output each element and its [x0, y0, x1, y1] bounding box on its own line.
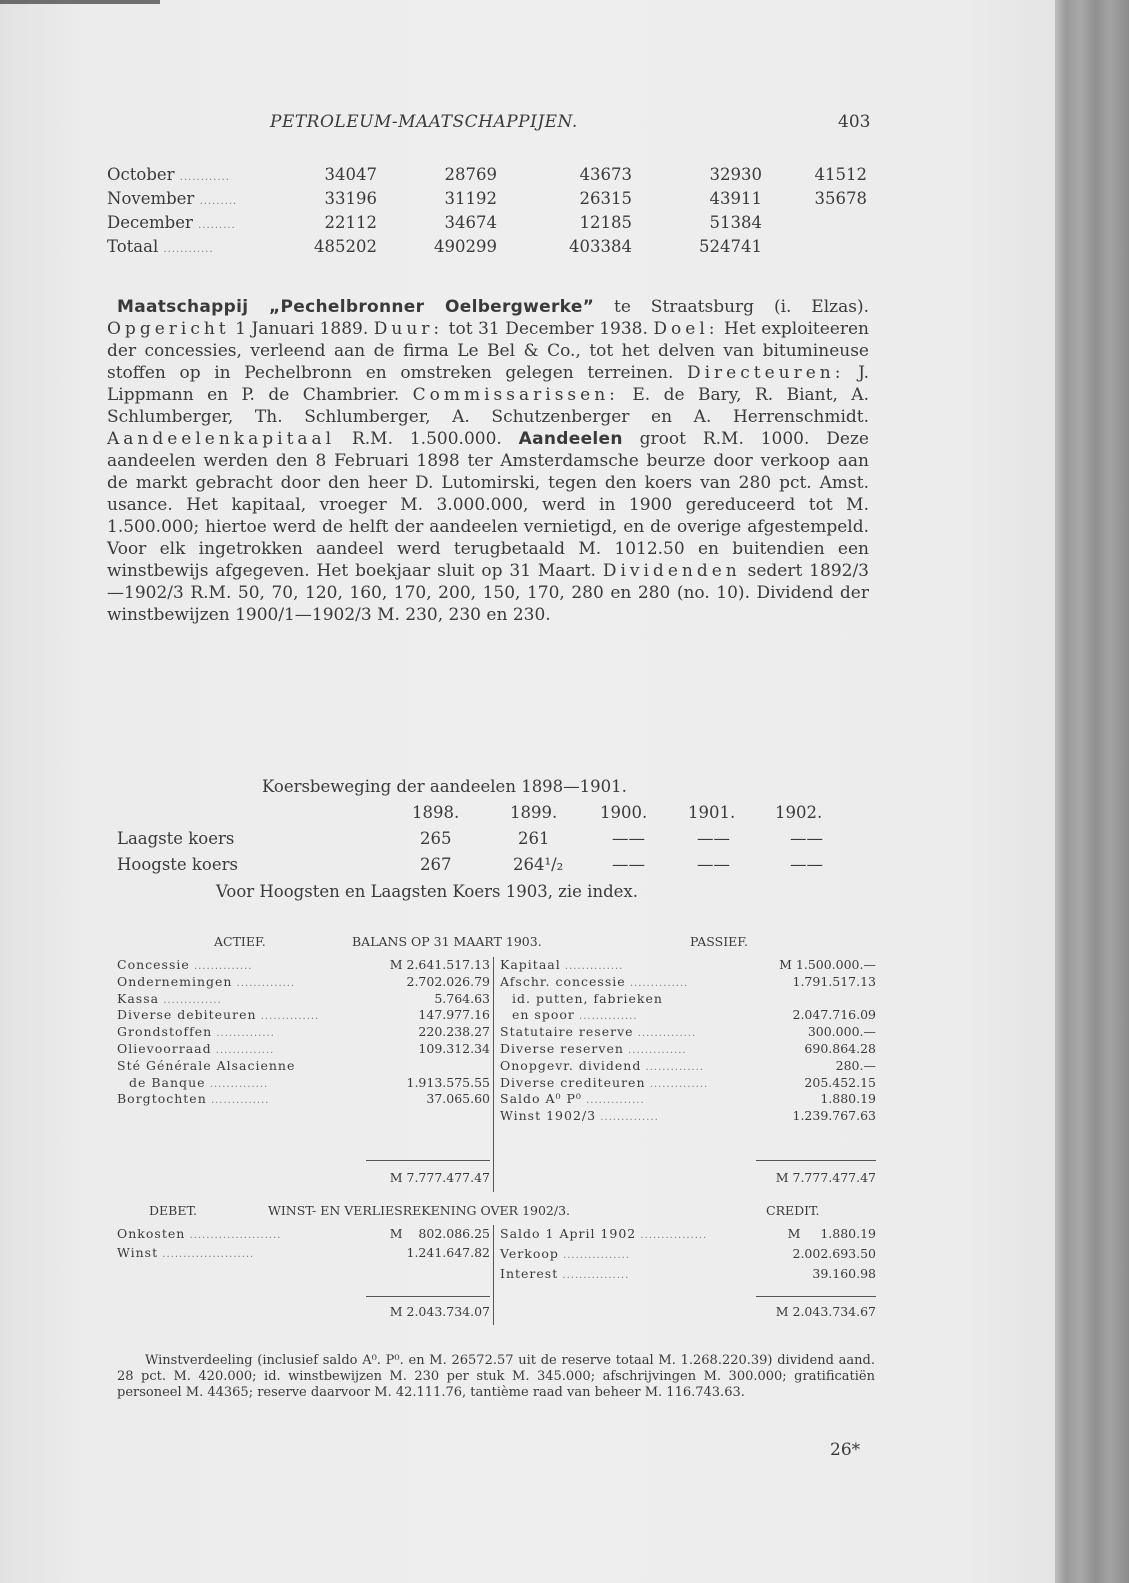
- ledger-value: 1.791.517.13: [792, 973, 876, 989]
- cell: ——: [612, 855, 645, 874]
- running-title: PETROLEUM-MAATSCHAPPIJEN.: [270, 112, 578, 132]
- book-binding-edge: [1055, 0, 1129, 1583]
- year-header: 1898.: [412, 803, 460, 822]
- total-credit: M 2.043.734.67: [775, 1304, 876, 1319]
- cell: ——: [697, 829, 730, 848]
- ledger-row: [500, 1007, 876, 1022]
- leader-dots: ..............: [574, 1011, 638, 1023]
- cell: 26315: [579, 189, 632, 208]
- cell: 524741: [699, 237, 762, 256]
- year-header: 1902.: [775, 803, 823, 822]
- ledger-row: [117, 1041, 490, 1056]
- table-row: Totaal ............ 485202 490299 403384 524741: [107, 237, 762, 256]
- cell: ——: [697, 855, 730, 874]
- cell: 28769: [444, 165, 497, 184]
- cell: 12185: [579, 213, 632, 232]
- page-top-shadow: [0, 0, 160, 4]
- section-label: Directeuren:: [686, 363, 845, 383]
- ledger-row: [500, 1266, 876, 1281]
- ledger-row: [500, 1091, 876, 1106]
- price-table-title: Koersbeweging der aandeelen 1898—1901.: [262, 777, 627, 796]
- ledger-value: 147.977.16: [418, 1007, 490, 1023]
- ledger-row: [117, 1058, 490, 1073]
- section-label: Duur:: [373, 319, 444, 339]
- ledger-value: 205.452.15: [804, 1074, 876, 1090]
- cell: ——: [790, 855, 823, 874]
- debet-header: DEBET.: [149, 1203, 197, 1218]
- leader-dots: ..............: [623, 1045, 687, 1056]
- ledger-row: [500, 991, 876, 1006]
- ledger-label: Winst: [117, 1245, 159, 1260]
- ledger-value: M 802.086.25: [389, 1226, 490, 1241]
- leader-dots: ..............: [205, 1078, 269, 1090]
- cell: 265: [420, 829, 452, 848]
- signature-mark: 26*: [830, 1440, 861, 1460]
- leader-dots: ..............: [645, 1078, 709, 1090]
- cell: 32930: [709, 165, 762, 184]
- total-rule: [366, 1160, 490, 1161]
- section-label: Opgericht: [107, 319, 230, 339]
- ledger-row: [500, 1075, 876, 1090]
- ledger-label: Onopgevr. dividend: [500, 1057, 642, 1073]
- section-label: Aandeelenkapitaal: [107, 429, 336, 449]
- row-label: Hoogste koers: [117, 855, 238, 874]
- section-label: Dividenden: [602, 561, 741, 581]
- ledger-value: M 1.500.000.—: [779, 957, 876, 972]
- ledger-label: Interest: [500, 1266, 559, 1281]
- cell: 485202: [314, 237, 377, 256]
- leader-dots: ......................: [185, 1230, 282, 1241]
- ledger-label: id. putten, fabrieken: [512, 990, 663, 1006]
- ledger-value: 2.047.716.09: [792, 1007, 876, 1023]
- ledger-label: Onkosten: [117, 1226, 186, 1241]
- column-divider: [493, 1225, 494, 1325]
- ledger-value: M 2.641.517.13: [389, 957, 490, 972]
- leader-dots: ..............: [560, 961, 624, 972]
- ledger-value: 1.241.647.82: [406, 1245, 490, 1260]
- leader-dots: ..............: [159, 994, 222, 1006]
- ledger-label: Afschr. concessie: [500, 973, 626, 989]
- ledger-value: 280.—: [835, 1057, 876, 1073]
- leader-dots: ..............: [596, 1112, 659, 1124]
- ledger-row: [500, 1041, 876, 1056]
- cell: 31192: [444, 189, 497, 208]
- ledger-value: 5.764.63: [434, 990, 490, 1006]
- cell: 41512: [814, 165, 867, 184]
- cell: 22112: [324, 213, 377, 232]
- page-number: 403: [838, 112, 871, 132]
- ledger-row: [500, 1226, 876, 1241]
- section-label: Doel:: [653, 319, 719, 339]
- ledger-value: 1.880.19: [820, 1091, 876, 1107]
- leader-dots: ..............: [256, 1011, 320, 1023]
- ledger-label: Kapitaal: [500, 957, 561, 972]
- column-divider: [493, 957, 494, 1192]
- cell: 43911: [709, 189, 762, 208]
- ledger-row: [117, 1245, 490, 1260]
- ledger-row: [500, 957, 876, 972]
- leader-dots: ..............: [189, 961, 253, 972]
- ledger-row: [117, 1226, 490, 1241]
- cell: 51384: [709, 213, 762, 232]
- leader-dots: ................: [558, 1250, 630, 1261]
- total-rule: [756, 1160, 876, 1161]
- total-debet: M 2.043.734.07: [389, 1304, 490, 1319]
- ledger-label: Verkoop: [500, 1246, 559, 1261]
- row-label: Laagste koers: [117, 829, 235, 848]
- company-name: Maatschappij „Pechelbronner Oelbergwerke”: [117, 297, 595, 317]
- ledger-row: [117, 1007, 490, 1022]
- passief-header: PASSIEF.: [690, 934, 748, 949]
- ledger-label: Sté Générale Alsacienne: [117, 1057, 296, 1073]
- leader-dots: ..............: [641, 1061, 705, 1073]
- table-row: December ......... 22112 34674 12185 51384: [107, 213, 762, 232]
- ledger-value: 220.238.27: [418, 1024, 490, 1040]
- ledger-label: de Banque: [129, 1074, 206, 1090]
- section-label: Commissarissen:: [412, 385, 619, 405]
- leader-dots: ..............: [212, 1028, 275, 1040]
- table-row: October ............ 34047 28769 43673 32930 41512: [107, 165, 867, 184]
- cell: 261: [518, 829, 550, 848]
- ledger-value: 300.000.—: [807, 1024, 876, 1040]
- ledger-value: 1.239.767.63: [792, 1108, 876, 1124]
- balance-title: BALANS OP 31 MAART 1903.: [352, 934, 542, 949]
- profit-distribution-note: Winstverdeeling (inclusief saldo A⁰. P⁰. en M. 26572.57 uit de reserve totaal M. 1.268.220.39) dividend aand. 28 pct. M. 420.000; id. winstbewijzen M. 230 per stuk M. 345.000; afschrijvingen M. 300.000; gratificatiën personeel M. 44365; reserve daarvoor M. 42.111.76, tantième raad van beheer M. 116.743.63.: [117, 1353, 875, 1400]
- cell: ——: [790, 829, 823, 848]
- leader-dots: ..............: [206, 1095, 270, 1107]
- total-rule: [366, 1296, 490, 1297]
- ledger-row: [117, 974, 490, 989]
- ledger-label: Diverse debiteuren: [117, 1007, 257, 1023]
- leader-dots: ..............: [625, 977, 689, 989]
- ledger-label: Olievoorraad: [117, 1041, 212, 1056]
- ledger-row: [117, 1075, 490, 1090]
- year-header: 1900.: [600, 803, 648, 822]
- cell: 490299: [434, 237, 497, 256]
- ledger-value: 1.913.575.55: [406, 1074, 490, 1090]
- year-header: 1899.: [510, 803, 558, 822]
- ledger-label: Winst 1902/3: [500, 1108, 597, 1124]
- ledger-label: Saldo 1 April 1902: [500, 1226, 637, 1241]
- ledger-label: Kassa: [117, 990, 160, 1006]
- ledger-value: 690.864.28: [804, 1041, 876, 1056]
- ledger-label: Grondstoffen: [117, 1024, 213, 1040]
- ledger-row: [500, 1108, 876, 1123]
- ledger-row: [117, 1091, 490, 1106]
- pl-title: WINST- EN VERLIESREKENING OVER 1902/3.: [268, 1203, 571, 1218]
- ledger-value: 37.065.60: [426, 1091, 490, 1107]
- ledger-label: Concessie: [117, 957, 190, 972]
- leader-dots: ..............: [211, 1045, 275, 1056]
- ledger-row: [117, 957, 490, 972]
- ledger-label: Statutaire reserve: [500, 1024, 634, 1040]
- month-label: October: [107, 165, 175, 184]
- credit-header: CREDIT.: [766, 1203, 820, 1218]
- cell: 403384: [569, 237, 632, 256]
- ledger-label: Ondernemingen: [117, 973, 233, 989]
- ledger-row: [117, 991, 490, 1006]
- ledger-label: en spoor: [512, 1007, 575, 1023]
- leader-dots: ..............: [633, 1028, 697, 1040]
- ledger-row: [500, 1058, 876, 1073]
- total-passief: M 7.777.477.47: [775, 1170, 876, 1185]
- cell: 34674: [444, 213, 497, 232]
- ledger-value: M 1.880.19: [787, 1226, 876, 1241]
- ledger-value: 109.312.34: [418, 1041, 490, 1056]
- cell: 264¹/₂: [513, 855, 564, 874]
- leader-dots: ......................: [158, 1249, 255, 1260]
- year-header: 1901.: [688, 803, 736, 822]
- ledger-row: [500, 1024, 876, 1039]
- ledger-label: Diverse crediteuren: [500, 1074, 646, 1090]
- month-label: December: [107, 213, 193, 232]
- cell: 43673: [579, 165, 632, 184]
- leader-dots: ................: [558, 1270, 630, 1281]
- cell: 35678: [814, 189, 867, 208]
- ledger-row: [500, 1246, 876, 1261]
- cell: 33196: [324, 189, 377, 208]
- leader-dots: ................: [636, 1230, 708, 1241]
- ledger-label: Borgtochten: [117, 1091, 207, 1107]
- leader-dots: ..............: [581, 1095, 645, 1107]
- cell: 34047: [324, 165, 377, 184]
- total-actief: M 7.777.477.47: [389, 1170, 490, 1185]
- month-label: November: [107, 189, 195, 208]
- price-note: Voor Hoogsten en Laagsten Koers 1903, zie index.: [216, 882, 638, 901]
- ledger-value: 2.002.693.50: [792, 1246, 876, 1261]
- ledger-value: 39.160.98: [812, 1266, 876, 1281]
- table-row: November ......... 33196 31192 26315 43911 35678: [107, 189, 867, 208]
- cell: 267: [420, 855, 452, 874]
- ledger-row: [500, 974, 876, 989]
- ledger-label: Saldo A⁰ P⁰: [500, 1091, 582, 1107]
- total-rule: [756, 1296, 876, 1297]
- section-label-bold: Aandeelen: [518, 429, 623, 449]
- actief-header: ACTIEF.: [214, 934, 266, 949]
- cell: ——: [612, 829, 645, 848]
- leader-dots: ..............: [232, 977, 296, 989]
- total-label: Totaal: [107, 237, 159, 256]
- ledger-label: Diverse reserven: [500, 1041, 624, 1056]
- company-description: Maatschappij „Pechelbronner Oelbergwerke” te Straatsburg (i. Elzas). Opgericht 1 Januari 1889. Duur: tot 31 December 1938. Doel: Het exploiteeren der concessies, verleend aan de firma Le Bel & Co., tot het delven van bitumineuse stoffen op in Pechelbronn en omstreken gelegen terreinen. Directeuren: J. Lippmann en P. de Chambrier. Commissarissen: E. de Bary, R. Biant, A. Schlumberger, Th. Schlumberger, A. Schutzenberger en A. Herrenschmidt. Aandeelenkapitaal R.M. 1.500.000. Aandeelen groot R.M. 1000. Deze aandeelen werden den 8 Februari 1898 ter Amsterdamsche beurze door verkoop aan de markt gebracht door den heer D. Lutomirski, tegen den koers van 280 pct. Amst. usance. Het kapitaal, vroeger M. 3.000.000, werd in 1900 gereduceerd tot M. 1.500.000; hiertoe werd de helft der aandeelen vernietigd, en de overige afgestempeld. Voor elk ingetrokken aandeel werd terugbetaald M. 1012.50 en buitendien een winstbewijs afgegeven. Het boekjaar sluit op 31 Maart. Dividenden sedert 1892/3—1902/3 R.M. 50, 70, 120, 160, 170, 200, 150, 170, 280 en 280 (no. 10). Dividend der winstbewijzen 1900/1—1902/3 M. 230, 230 en 230.: [107, 297, 870, 625]
- ledger-row: [117, 1024, 490, 1039]
- ledger-value: 2.702.026.79: [406, 973, 490, 989]
